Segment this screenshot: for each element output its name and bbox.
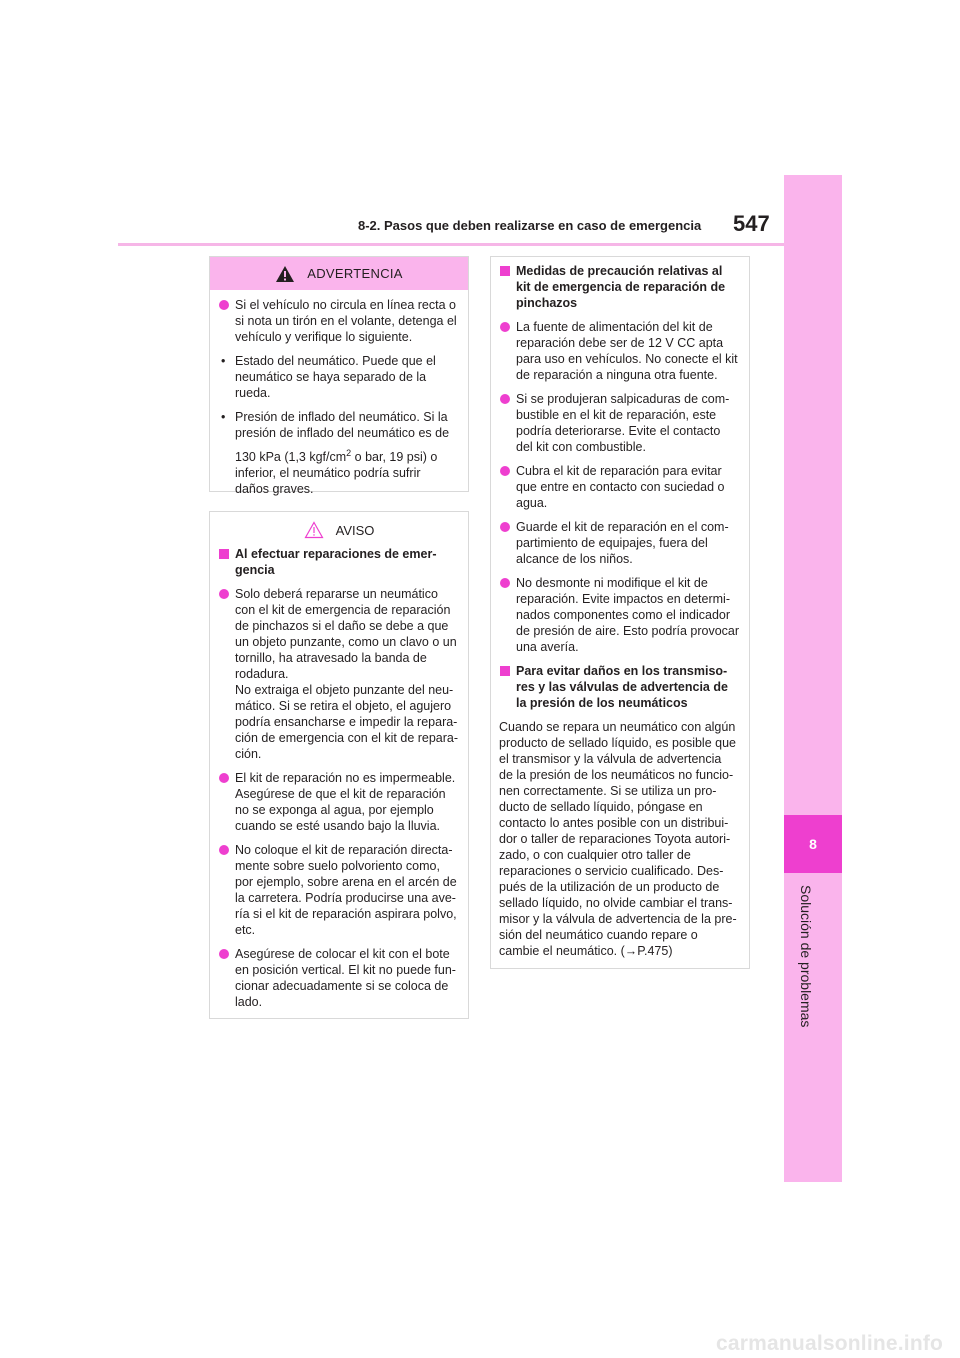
page-reference-link[interactable]: P.475) bbox=[637, 944, 673, 958]
bullet-small-icon: • bbox=[221, 410, 226, 424]
precautions-item: Cubra el kit de reparación para evitar que entre en contacto con suciedad o agua. bbox=[499, 463, 741, 511]
warning-header bbox=[210, 257, 468, 290]
warning-subitem: • Presión de inflado del neumático. Si la presión de inflado del neumático es de 130 kPa (1,3 kgf/$cm^2$ o bar, 19 psi) o inferior, el neumático podría sufrir daños graves. bbox=[221, 410, 450, 497]
notice-item: Asegúrese de colocar el kit con el bote en posición vertical. El kit no puede fun- cionar adecuadamente si se coloca de lado. bbox=[218, 946, 460, 1010]
bullet-dot-icon bbox=[500, 394, 510, 404]
section-square-icon bbox=[500, 266, 510, 276]
bullet-dot-icon bbox=[500, 522, 510, 532]
bullet-dot-icon bbox=[500, 466, 510, 476]
notice-item: No coloque el kit de reparación directa- mente sobre suelo polvoriento como, por ejemplo, sobre arena en el arcén de la carretera. Podría producirse una ave- ría si el kit de reparación aspirara polvo, etc. bbox=[218, 842, 460, 938]
notice-item: Solo deberá repararse un neumático con el kit de emergencia de reparación de pinchazos si el daño se debe a que un objeto punzante, como un clavo o un tornillo, ha atravesado la banda de rodadura. No extraiga el objeto punzante del neu- mático. Si se retira el objeto, el agujero podría ensancharse e impedir la repara- ción de emergencia con el kit de repara- ción. bbox=[218, 586, 460, 762]
section-title: 8-2. Pasos que deben realizarse en caso de emergencia bbox=[358, 218, 702, 233]
precautions-box bbox=[490, 256, 750, 969]
tpms-paragraph: Cuando se repara un neumático con algún producto de sellado líquido, es posible que el transmisor y la válvula de advertencia de la presión de los neumáticos no funcio- nen correctamente. Si se utiliza un pro- ducto de sellado líquido, póngase en contacto lo antes posible con un distribui- dor o taller de reparaciones Toyota autori- zado, o con cualquier otro taller de reparaciones o servicio cualificado. Des- pués de la utilización de un producto de sellado líquido, no olvide cambiar el trans- misor y la válvula de advertencia de la pre- sión del neumático cuando repare o cambie el neumático. (→P.475) bbox=[499, 720, 737, 958]
precautions-item: No desmonte ni modifique el kit de reparación. Evite impactos en determi- nados componentes como el indicador de presión de aire. Esto podría provocar una avería. bbox=[499, 575, 741, 655]
tpms-heading: Para evitar daños en los transmiso- res y las válvulas de advertencia de la presión de los neumáticos bbox=[499, 663, 741, 711]
caution-triangle-icon bbox=[304, 521, 324, 539]
bullet-dot-icon bbox=[219, 845, 229, 855]
notice-title: AVISO bbox=[335, 522, 375, 538]
bullet-dot-icon bbox=[219, 300, 229, 310]
warning-item: Si el vehículo no circula en línea recta o si nota un tirón en el volante, detenga el vehículo y verifique lo siguiente. bbox=[218, 297, 460, 345]
header-rule bbox=[118, 243, 784, 246]
precautions-item: La fuente de alimentación del kit de reparación debe ser de 12 V CC apta para uso en vehículos. No conecte el kit de reparación a ninguna otra fuente. bbox=[499, 319, 741, 383]
bullet-dot-icon bbox=[219, 949, 229, 959]
bullet-small-icon: • bbox=[221, 354, 226, 368]
watermark: carmanualsonline.info bbox=[716, 1332, 944, 1355]
warning-box bbox=[209, 256, 469, 497]
notice-item: El kit de reparación no es impermeable. Asegúrese de que el kit de reparación no se exponga al agua, por ejemplo cuando se esté usando bajo la lluvia. bbox=[218, 770, 460, 834]
section-square-icon bbox=[500, 666, 510, 676]
notice-heading: Al efectuar reparaciones de emer- gencia bbox=[218, 546, 460, 578]
precautions-heading: Medidas de precaución relativas al kit de emergencia de reparación de pinchazos bbox=[499, 263, 741, 311]
precautions-item: Si se produjeran salpicaduras de com- bustible en el kit de reparación, este podría deteriorarse. Evite el contacto del kit con combustible. bbox=[499, 391, 741, 455]
chapter-label: Solución de problemas bbox=[798, 885, 814, 1028]
precautions-item: Guarde el kit de reparación en el com- partimiento de equipajes, fuera del alcance de los niños. bbox=[499, 519, 741, 567]
warning-subitem: • Estado del neumático. Puede que el neumático se haya separado de la rueda. bbox=[221, 354, 436, 400]
notice-header bbox=[210, 512, 468, 544]
bullet-dot-icon bbox=[219, 773, 229, 783]
bullet-dot-icon bbox=[500, 578, 510, 588]
section-square-icon bbox=[219, 549, 229, 559]
chapter-number-badge[interactable]: 8 bbox=[784, 815, 842, 873]
warning-title: ADVERTENCIA bbox=[307, 266, 403, 281]
page-reference-arrow-icon: → bbox=[624, 944, 638, 958]
notice-box bbox=[209, 511, 469, 1019]
bullet-dot-icon bbox=[219, 589, 229, 599]
bullet-dot-icon bbox=[500, 322, 510, 332]
warning-triangle-icon bbox=[275, 265, 295, 283]
page-number: 547 bbox=[733, 211, 770, 236]
